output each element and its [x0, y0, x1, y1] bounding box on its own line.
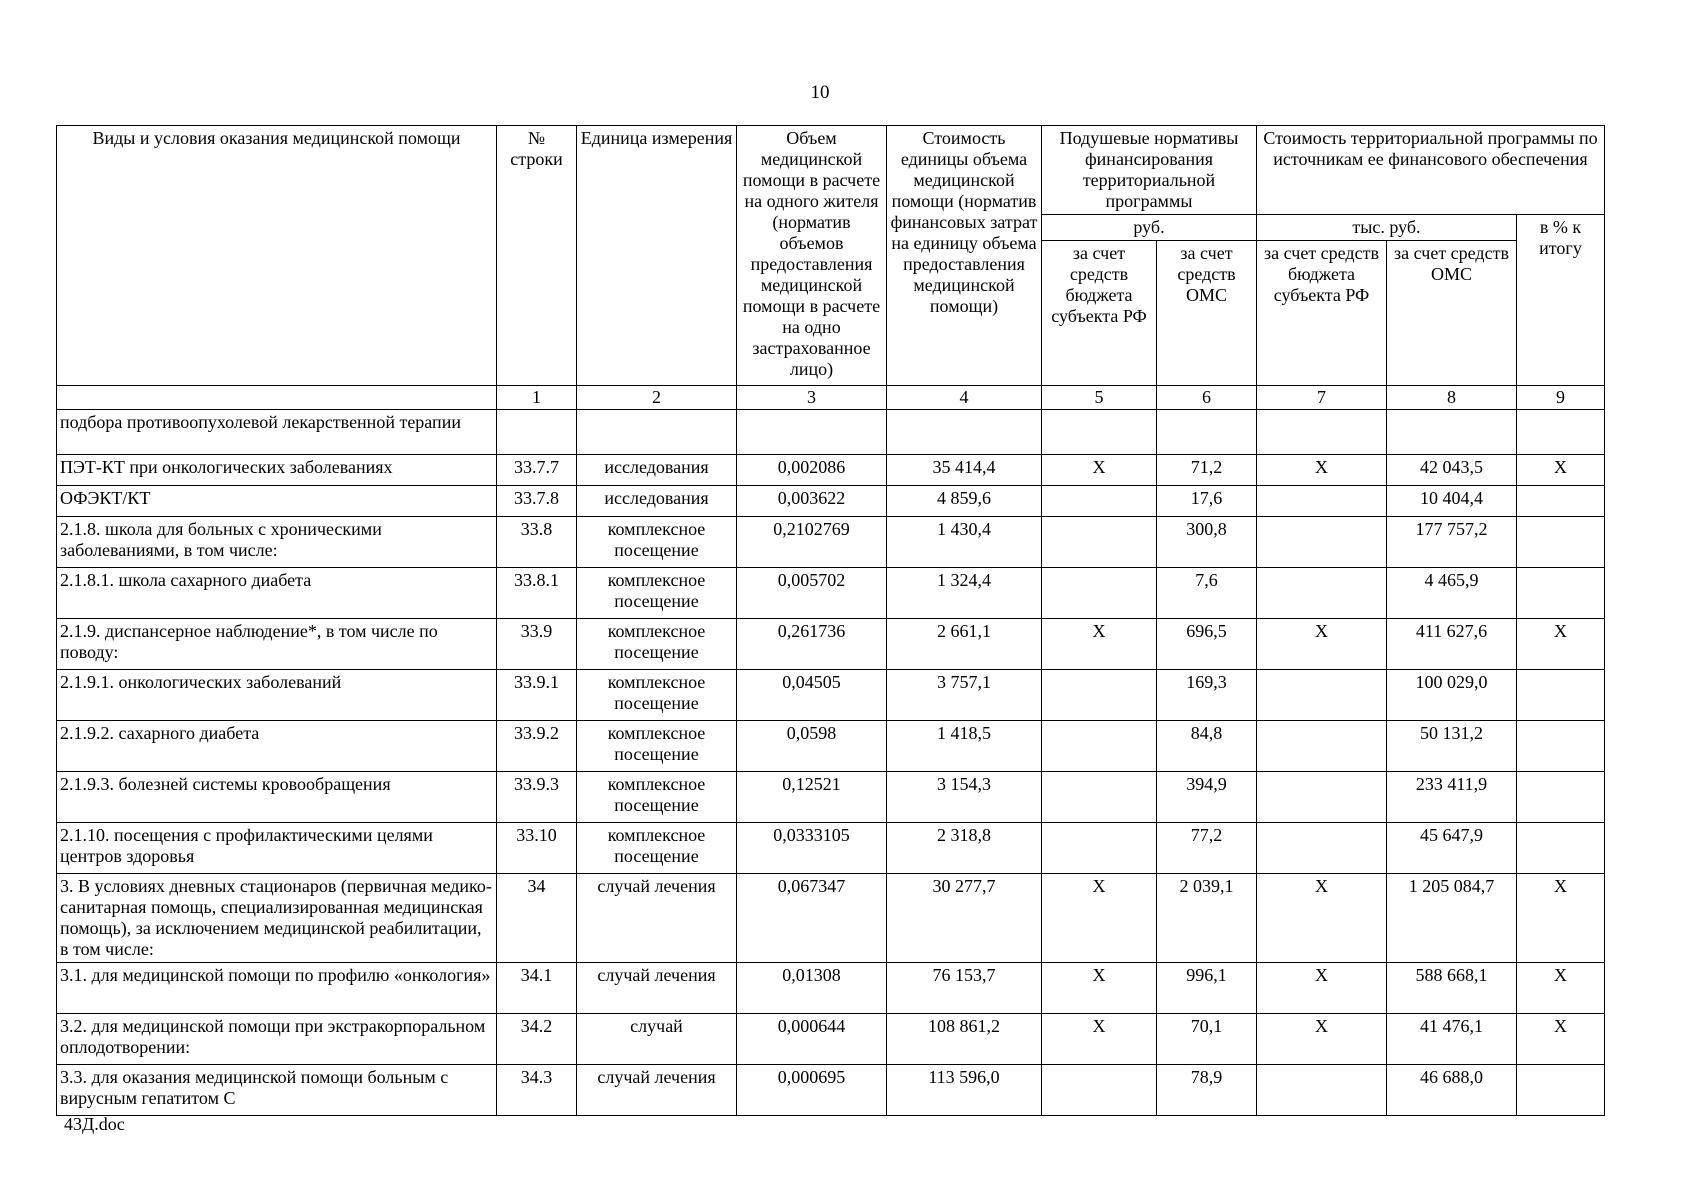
footer-filename: 43Д.doc	[64, 1114, 125, 1134]
row-budget-rub	[1042, 721, 1157, 772]
row-budget-thous: Х	[1257, 963, 1387, 1014]
row-unit-cost: 1 430,4	[887, 517, 1042, 568]
row-budget-thous	[1257, 486, 1387, 517]
row-number	[497, 410, 577, 455]
row-oms-rub: 300,8	[1157, 517, 1257, 568]
row-budget-rub: Х	[1042, 1014, 1157, 1065]
row-unit-cost: 4 859,6	[887, 486, 1042, 517]
table-row	[57, 410, 1605, 455]
row-percent	[1517, 772, 1605, 823]
row-name: ОФЭКТ/КТ	[57, 486, 497, 517]
row-percent: Х	[1517, 1014, 1605, 1065]
header-volume: Объем медицинской помощи в расчете на одного жителя (норматив объемов предоставления медицинской помощи в расчете на одно застрахованное лицо)	[737, 126, 887, 386]
row-unit-cost: 1 418,5	[887, 721, 1042, 772]
row-unit: комплексное посещение	[577, 772, 737, 823]
row-budget-thous: Х	[1257, 619, 1387, 670]
page-number: 10	[810, 82, 830, 103]
table-row	[57, 619, 1605, 670]
row-volume: 0,0598	[737, 721, 887, 772]
row-number: 33.8.1	[497, 568, 577, 619]
row-budget-thous	[1257, 517, 1387, 568]
row-oms-rub: 77,2	[1157, 823, 1257, 874]
row-unit: исследования	[577, 486, 737, 517]
row-oms-rub	[1157, 410, 1257, 455]
table-row	[57, 963, 1605, 1014]
table-row	[57, 721, 1605, 772]
row-number: 33.8	[497, 517, 577, 568]
row-unit: комплексное посещение	[577, 568, 737, 619]
row-unit: комплексное посещение	[577, 517, 737, 568]
row-volume: 0,01308	[737, 963, 887, 1014]
column-number	[57, 386, 497, 410]
table-row	[57, 568, 1605, 619]
table-row	[57, 874, 1605, 963]
header-thous-rub: тыс. руб.	[1257, 215, 1517, 241]
row-unit: исследования	[577, 455, 737, 486]
header-per-capita: Подушевые нормативы финансирования территориальной программы	[1042, 126, 1257, 215]
row-oms-thous: 233 411,9	[1387, 772, 1517, 823]
row-oms-rub: 2 039,1	[1157, 874, 1257, 963]
row-budget-rub: Х	[1042, 963, 1157, 1014]
row-budget-rub	[1042, 823, 1157, 874]
row-percent	[1517, 486, 1605, 517]
header-care-type: Виды и условия оказания медицинской помощи	[57, 126, 497, 386]
row-number: 33.10	[497, 823, 577, 874]
row-unit-cost: 30 277,7	[887, 874, 1042, 963]
table-row	[57, 1014, 1605, 1065]
column-number: 8	[1387, 386, 1517, 410]
row-percent	[1517, 517, 1605, 568]
row-volume: 0,2102769	[737, 517, 887, 568]
row-budget-rub	[1042, 670, 1157, 721]
row-budget-thous	[1257, 1065, 1387, 1116]
row-number: 33.9.2	[497, 721, 577, 772]
row-volume: 0,067347	[737, 874, 887, 963]
row-percent	[1517, 568, 1605, 619]
row-oms-rub: 78,9	[1157, 1065, 1257, 1116]
header-rub: руб.	[1042, 215, 1257, 241]
row-unit: комплексное посещение	[577, 619, 737, 670]
row-budget-rub	[1042, 486, 1157, 517]
row-oms-rub: 996,1	[1157, 963, 1257, 1014]
row-oms-thous: 4 465,9	[1387, 568, 1517, 619]
row-name: 2.1.9.3. болезней системы кровообращения	[57, 772, 497, 823]
table-row	[57, 670, 1605, 721]
row-number: 34	[497, 874, 577, 963]
row-oms-rub: 7,6	[1157, 568, 1257, 619]
row-budget-rub	[1042, 517, 1157, 568]
row-oms-thous: 10 404,4	[1387, 486, 1517, 517]
row-budget-rub	[1042, 1065, 1157, 1116]
row-oms-thous: 50 131,2	[1387, 721, 1517, 772]
row-budget-rub	[1042, 410, 1157, 455]
column-number: 6	[1157, 386, 1257, 410]
financing-table	[56, 125, 1605, 1116]
row-oms-thous: 45 647,9	[1387, 823, 1517, 874]
header-unit-cost: Стоимость единицы объема медицинской помощи (норматив финансовых затрат на единицу объема предоставления медицинской помощи)	[887, 126, 1042, 386]
row-oms-thous: 42 043,5	[1387, 455, 1517, 486]
row-unit-cost: 76 153,7	[887, 963, 1042, 1014]
row-unit-cost: 108 861,2	[887, 1014, 1042, 1065]
row-percent	[1517, 1065, 1605, 1116]
row-percent: Х	[1517, 963, 1605, 1014]
row-oms-thous	[1387, 410, 1517, 455]
row-budget-thous	[1257, 410, 1387, 455]
row-budget-rub	[1042, 772, 1157, 823]
header-oms-thous: за счет средств ОМС	[1387, 241, 1517, 386]
row-name: 3. В условиях дневных стационаров (первичная медико-санитарная помощь, специализированная медицинская помощь), за исключением медицинской реабилитации, в том числе:	[57, 874, 497, 963]
row-name: 3.1. для медицинской помощи по профилю «онкология»	[57, 963, 497, 1014]
row-number: 33.9.1	[497, 670, 577, 721]
row-oms-rub: 70,1	[1157, 1014, 1257, 1065]
row-oms-thous: 41 476,1	[1387, 1014, 1517, 1065]
row-oms-thous: 588 668,1	[1387, 963, 1517, 1014]
header-percent: в % к итогу	[1517, 215, 1605, 386]
row-unit-cost: 2 318,8	[887, 823, 1042, 874]
row-unit-cost: 1 324,4	[887, 568, 1042, 619]
row-budget-thous	[1257, 772, 1387, 823]
header-oms-rub: за счет средств ОМС	[1157, 241, 1257, 386]
row-unit-cost: 3 757,1	[887, 670, 1042, 721]
row-number: 34.2	[497, 1014, 577, 1065]
row-percent	[1517, 721, 1605, 772]
row-unit-cost: 2 661,1	[887, 619, 1042, 670]
table-row	[57, 486, 1605, 517]
header-budget-thous: за счет средств бюджета субъекта РФ	[1257, 241, 1387, 386]
row-budget-rub: Х	[1042, 874, 1157, 963]
column-number: 5	[1042, 386, 1157, 410]
header-row-number: № строки	[497, 126, 577, 386]
row-name: 2.1.8.1. школа сахарного диабета	[57, 568, 497, 619]
row-volume: 0,261736	[737, 619, 887, 670]
row-unit: случай лечения	[577, 1065, 737, 1116]
column-number-row	[57, 386, 1605, 410]
row-percent: Х	[1517, 874, 1605, 963]
row-budget-thous	[1257, 721, 1387, 772]
row-budget-thous	[1257, 823, 1387, 874]
row-budget-thous	[1257, 670, 1387, 721]
row-volume	[737, 410, 887, 455]
table-row	[57, 517, 1605, 568]
column-number: 2	[577, 386, 737, 410]
row-unit-cost: 35 414,4	[887, 455, 1042, 486]
row-unit: комплексное посещение	[577, 721, 737, 772]
row-volume: 0,0333105	[737, 823, 887, 874]
row-volume: 0,005702	[737, 568, 887, 619]
table-row	[57, 772, 1605, 823]
row-budget-thous	[1257, 568, 1387, 619]
column-number: 7	[1257, 386, 1387, 410]
row-oms-thous: 1 205 084,7	[1387, 874, 1517, 963]
row-budget-rub	[1042, 568, 1157, 619]
row-volume: 0,12521	[737, 772, 887, 823]
row-oms-thous: 46 688,0	[1387, 1065, 1517, 1116]
row-unit: случай лечения	[577, 874, 737, 963]
row-name: 2.1.10. посещения с профилактическими целями центров здоровья	[57, 823, 497, 874]
row-oms-thous: 411 627,6	[1387, 619, 1517, 670]
column-number: 9	[1517, 386, 1605, 410]
header-program-cost: Стоимость территориальной программы по источникам ее финансового обеспечения	[1257, 126, 1605, 215]
column-number: 4	[887, 386, 1042, 410]
row-unit-cost: 113 596,0	[887, 1065, 1042, 1116]
row-unit-cost: 3 154,3	[887, 772, 1042, 823]
row-oms-rub: 84,8	[1157, 721, 1257, 772]
row-oms-rub: 394,9	[1157, 772, 1257, 823]
row-unit: комплексное посещение	[577, 670, 737, 721]
row-number: 34.3	[497, 1065, 577, 1116]
column-number: 3	[737, 386, 887, 410]
row-percent	[1517, 670, 1605, 721]
row-name: подбора противоопухолевой лекарственной терапии	[57, 410, 497, 455]
row-number: 34.1	[497, 963, 577, 1014]
row-name: 2.1.9.1. онкологических заболеваний	[57, 670, 497, 721]
row-budget-rub: Х	[1042, 455, 1157, 486]
row-budget-thous: Х	[1257, 1014, 1387, 1065]
header-budget-rub: за счет средств бюджета субъекта РФ	[1042, 241, 1157, 386]
row-budget-thous: Х	[1257, 455, 1387, 486]
row-unit	[577, 410, 737, 455]
row-name: 2.1.8. школа для больных с хроническими заболеваниями, в том числе:	[57, 517, 497, 568]
row-unit: случай	[577, 1014, 737, 1065]
row-name: ПЭТ-КТ при онкологических заболеваниях	[57, 455, 497, 486]
row-number: 33.9	[497, 619, 577, 670]
row-percent: Х	[1517, 455, 1605, 486]
row-oms-thous: 177 757,2	[1387, 517, 1517, 568]
row-oms-rub: 17,6	[1157, 486, 1257, 517]
row-budget-rub: Х	[1042, 619, 1157, 670]
table-row	[57, 1065, 1605, 1116]
row-percent: Х	[1517, 619, 1605, 670]
column-number: 1	[497, 386, 577, 410]
row-number: 33.7.7	[497, 455, 577, 486]
row-number: 33.7.8	[497, 486, 577, 517]
row-percent	[1517, 410, 1605, 455]
row-unit: случай лечения	[577, 963, 737, 1014]
row-unit-cost	[887, 410, 1042, 455]
row-oms-thous: 100 029,0	[1387, 670, 1517, 721]
row-volume: 0,000644	[737, 1014, 887, 1065]
row-oms-rub: 169,3	[1157, 670, 1257, 721]
row-name: 3.2. для медицинской помощи при экстракорпоральном оплодотворении:	[57, 1014, 497, 1065]
row-volume: 0,003622	[737, 486, 887, 517]
row-budget-thous: Х	[1257, 874, 1387, 963]
row-name: 2.1.9.2. сахарного диабета	[57, 721, 497, 772]
row-percent	[1517, 823, 1605, 874]
row-volume: 0,000695	[737, 1065, 887, 1116]
row-volume: 0,04505	[737, 670, 887, 721]
row-name: 2.1.9. диспансерное наблюдение*, в том числе по поводу:	[57, 619, 497, 670]
row-oms-rub: 71,2	[1157, 455, 1257, 486]
row-number: 33.9.3	[497, 772, 577, 823]
table-row	[57, 823, 1605, 874]
row-oms-rub: 696,5	[1157, 619, 1257, 670]
row-name: 3.3. для оказания медицинской помощи больным с вирусным гепатитом С	[57, 1065, 497, 1116]
table-row	[57, 455, 1605, 486]
header-unit: Единица измерения	[577, 126, 737, 386]
row-unit: комплексное посещение	[577, 823, 737, 874]
row-volume: 0,002086	[737, 455, 887, 486]
